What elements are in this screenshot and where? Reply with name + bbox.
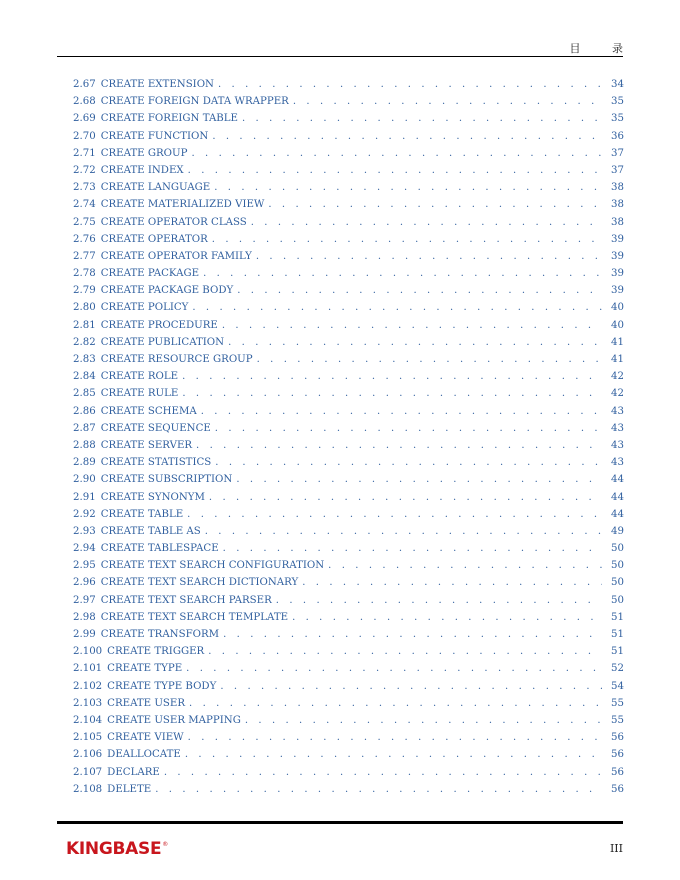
toc-entry-title[interactable]: CREATE OPERATOR (100, 233, 208, 245)
toc-entry-number: 2.98 (73, 611, 96, 623)
toc-entry-title[interactable]: CREATE RULE (100, 388, 179, 400)
toc-entry-page[interactable]: 36 (611, 130, 624, 142)
toc-entry-page[interactable]: 41 (611, 336, 624, 348)
toc-entry-number: 2.69 (73, 113, 96, 125)
toc-entry-number: 2.96 (73, 577, 96, 589)
toc-entry[interactable] (73, 643, 624, 660)
toc-entry[interactable] (73, 368, 624, 385)
toc-entry[interactable] (73, 626, 624, 643)
toc-entry-title[interactable]: CREATE TRANSFORM (100, 629, 220, 640)
toc-dot-leader (182, 385, 602, 402)
toc-dot-leader (196, 437, 602, 454)
toc-entry-page[interactable]: 38 (611, 199, 624, 211)
toc-entry[interactable] (73, 162, 624, 179)
toc-entry-page[interactable]: 39 (611, 268, 624, 280)
toc-dot-leader (276, 592, 602, 609)
toc-entry-title[interactable]: CREATE POLICY (100, 302, 189, 314)
toc-entry[interactable] (73, 660, 624, 677)
toc-dot-leader (164, 764, 602, 781)
toc-entry-page[interactable]: 39 (611, 233, 624, 245)
toc-dot-leader (222, 317, 602, 334)
toc-entry-number: 2.108 (73, 783, 103, 795)
toc-entry-page[interactable]: 43 (611, 422, 624, 434)
toc-entry[interactable] (73, 76, 624, 93)
toc-dot-leader (191, 145, 602, 162)
toc-dot-leader (328, 557, 602, 574)
toc-entry-number: 2.97 (73, 594, 96, 606)
toc-entry-number: 2.75 (73, 216, 96, 228)
toc-entry-page[interactable]: 56 (611, 783, 624, 795)
toc-entry-title[interactable]: CREATE TEXT SEARCH DICTIONARY (100, 577, 299, 589)
toc-entry-title[interactable]: CREATE ROLE (100, 371, 179, 383)
toc-entry-number: 2.73 (73, 182, 96, 194)
toc-entry-page[interactable]: 51 (611, 629, 624, 640)
toc-entry-title[interactable]: CREATE TEXT SEARCH PARSER (100, 594, 272, 606)
toc-dot-leader (212, 231, 602, 248)
toc-entry[interactable] (73, 403, 624, 420)
toc-entry-title[interactable]: CREATE GROUP (100, 147, 188, 159)
toc-entry-number: 2.86 (73, 405, 96, 417)
toc-entry-title[interactable]: CREATE SYNONYM (100, 491, 205, 503)
toc-entry-page[interactable]: 50 (611, 594, 624, 606)
toc-entry-number: 2.87 (73, 422, 96, 434)
toc-entry[interactable] (73, 145, 624, 162)
toc-dot-leader (242, 110, 602, 127)
toc-entry[interactable] (73, 471, 624, 488)
toc-entry[interactable] (73, 128, 624, 145)
toc-entry-title[interactable]: CREATE PUBLICATION (100, 336, 225, 348)
toc-entry-number: 2.79 (73, 285, 96, 297)
toc-entry[interactable] (73, 781, 624, 798)
toc-dot-leader (256, 248, 602, 265)
toc-entry-page[interactable]: 39 (611, 250, 624, 262)
toc-entry-page[interactable]: 56 (611, 732, 624, 744)
toc-entry-title[interactable]: CREATE OPERATOR FAMILY (100, 250, 252, 262)
toc-entry-title[interactable]: CREATE INDEX (100, 164, 184, 176)
toc-entry[interactable] (73, 695, 624, 712)
toc-entry-number: 2.89 (73, 457, 96, 469)
toc-entry-title[interactable]: CREATE FUNCTION (100, 130, 209, 142)
toc-entry-title[interactable]: CREATE VIEW (107, 732, 184, 744)
toc-dot-leader (188, 729, 602, 746)
toc-dot-leader (218, 76, 602, 93)
header-rule (57, 56, 623, 57)
toc-dot-leader (201, 403, 602, 420)
toc-entry-number: 2.93 (73, 525, 96, 537)
toc-dot-leader (236, 471, 602, 488)
toc-entry-title[interactable]: CREATE TRIGGER (107, 646, 205, 658)
toc-dot-leader (237, 282, 602, 299)
toc-entry[interactable] (73, 231, 624, 248)
toc-entry[interactable] (73, 712, 624, 729)
toc-entry-number: 2.92 (73, 508, 96, 520)
toc-entry-page[interactable]: 40 (611, 319, 624, 331)
toc-dot-leader (214, 179, 602, 196)
toc-dot-leader (215, 454, 602, 471)
toc-dot-leader (192, 299, 602, 316)
toc-entry-number: 2.90 (73, 474, 96, 486)
toc-dot-leader (215, 420, 602, 437)
registered-mark: ® (162, 841, 169, 848)
toc-dot-leader (251, 214, 602, 231)
toc-dot-leader (182, 368, 602, 385)
toc-entry-title[interactable]: CREATE STATISTICS (100, 457, 212, 469)
toc-dot-leader (155, 781, 602, 798)
toc-entry-page[interactable]: 54 (611, 680, 624, 692)
toc-entry-page[interactable]: 56 (611, 766, 624, 778)
toc-entry-number: 2.104 (73, 714, 103, 726)
toc-entry-page[interactable]: 39 (611, 285, 624, 297)
toc-entry-title[interactable]: CREATE PROCEDURE (100, 319, 218, 331)
toc-entry-page[interactable]: 41 (611, 354, 624, 365)
toc-entry-title[interactable]: CREATE EXTENSION (100, 79, 214, 90)
toc-entry-title[interactable]: CREATE USER MAPPING (107, 714, 241, 726)
toc-dot-leader (187, 506, 602, 523)
toc-entry-title[interactable]: CREATE MATERIALIZED VIEW (100, 199, 265, 211)
toc-entry-title[interactable]: CREATE TYPE BODY (107, 680, 217, 692)
toc-entry-title[interactable]: CREATE TYPE (107, 663, 183, 675)
toc-entry-page[interactable]: 43 (611, 457, 624, 469)
toc-entry[interactable] (73, 179, 624, 196)
toc-entry-number: 2.102 (73, 680, 103, 692)
toc-entry-page[interactable]: 43 (611, 439, 624, 451)
toc-dot-leader (188, 162, 602, 179)
toc-dot-leader (189, 695, 602, 712)
logo-text: KINGBASE (66, 839, 162, 859)
toc-entry-number: 2.80 (73, 302, 96, 314)
toc-entry-number: 2.103 (73, 697, 103, 709)
kingbase-logo (66, 838, 168, 860)
toc-dot-leader (257, 351, 602, 368)
toc-dot-leader (223, 626, 602, 643)
toc-entry-page[interactable]: 56 (611, 749, 624, 761)
toc-entry[interactable] (73, 523, 624, 540)
toc-entry[interactable] (73, 248, 624, 265)
toc-entry[interactable] (73, 746, 624, 763)
toc-entry-title[interactable]: DECLARE (107, 766, 160, 778)
toc-entry-title[interactable]: CREATE PACKAGE BODY (100, 285, 234, 297)
toc-entry[interactable] (73, 678, 624, 695)
toc-entry[interactable] (73, 196, 624, 213)
toc-entry-number: 2.85 (73, 388, 96, 400)
toc-entry-number: 2.84 (73, 371, 96, 383)
toc-entry-number: 2.107 (73, 766, 103, 778)
toc-entry-title[interactable]: DEALLOCATE (107, 749, 181, 761)
toc-entry-number: 2.91 (73, 491, 96, 503)
toc-entry-title[interactable]: CREATE SERVER (100, 439, 193, 451)
toc-entry-number: 2.76 (73, 233, 96, 245)
toc-entry-page[interactable]: 38 (611, 182, 624, 194)
toc-entry[interactable] (73, 351, 624, 368)
toc-dot-leader (186, 660, 602, 677)
toc-entry-page[interactable]: 52 (611, 663, 624, 675)
toc-entry-page[interactable]: 55 (611, 697, 624, 709)
toc-entry-number: 2.72 (73, 164, 96, 176)
toc-entry[interactable] (73, 454, 624, 471)
toc-dot-leader (228, 334, 602, 351)
toc-entry-page[interactable]: 51 (611, 611, 624, 623)
toc-entry[interactable] (73, 282, 624, 299)
toc-entry-page[interactable]: 42 (611, 388, 624, 400)
toc-dot-leader (293, 93, 602, 110)
toc-entry-page[interactable]: 35 (611, 96, 624, 108)
toc-entry-number: 2.67 (73, 79, 96, 90)
page-number: III (609, 842, 623, 855)
toc-entry[interactable] (73, 574, 624, 591)
toc-entry-title[interactable]: CREATE LANGUAGE (100, 182, 211, 194)
toc-entry-number: 2.81 (73, 319, 96, 331)
toc-entry[interactable] (73, 764, 624, 781)
toc-entry-page[interactable]: 42 (611, 371, 624, 383)
toc-entry[interactable] (73, 317, 624, 334)
toc-entry[interactable] (73, 506, 624, 523)
toc-entry[interactable] (73, 385, 624, 402)
table-of-contents (73, 76, 624, 798)
toc-entry-page[interactable]: 43 (611, 405, 624, 417)
toc-entry-page[interactable]: 38 (611, 216, 624, 228)
toc-entry-title[interactable]: CREATE OPERATOR CLASS (100, 216, 247, 228)
toc-entry-page[interactable]: 40 (611, 302, 624, 314)
toc-entry-page[interactable]: 50 (611, 543, 624, 555)
toc-dot-leader (220, 678, 602, 695)
toc-entry[interactable] (73, 265, 624, 282)
toc-dot-leader (268, 196, 602, 213)
toc-entry-page[interactable]: 44 (611, 491, 624, 503)
toc-dot-leader (205, 523, 602, 540)
toc-entry-title[interactable]: CREATE TABLESPACE (100, 543, 219, 555)
toc-entry-page[interactable]: 51 (611, 646, 624, 658)
toc-dot-leader (223, 540, 602, 557)
toc-entry[interactable] (73, 489, 624, 506)
toc-entry-number: 2.95 (73, 560, 96, 572)
toc-entry[interactable] (73, 540, 624, 557)
toc-entry-number: 2.83 (73, 354, 96, 365)
toc-entry-number: 2.101 (73, 663, 103, 675)
toc-entry-number: 2.70 (73, 130, 96, 142)
toc-dot-leader (302, 574, 602, 591)
toc-entry-number: 2.68 (73, 96, 96, 108)
toc-entry-number: 2.94 (73, 543, 96, 555)
toc-dot-leader (209, 489, 602, 506)
toc-entry-title[interactable]: CREATE SCHEMA (100, 405, 197, 417)
toc-entry-number: 2.77 (73, 250, 96, 262)
toc-entry-title[interactable]: CREATE TEXT SEARCH CONFIGURATION (100, 560, 325, 572)
toc-entry[interactable] (73, 110, 624, 127)
toc-entry[interactable] (73, 299, 624, 316)
toc-entry-page[interactable]: 34 (611, 79, 624, 90)
toc-dot-leader (292, 609, 602, 626)
toc-entry-page[interactable]: 44 (611, 508, 624, 520)
toc-entry-title[interactable]: CREATE TEXT SEARCH TEMPLATE (100, 611, 289, 623)
toc-entry-title[interactable]: CREATE SEQUENCE (100, 422, 211, 434)
toc-entry-page[interactable]: 50 (611, 577, 624, 589)
toc-entry-number: 2.105 (73, 732, 103, 744)
footer-rule (57, 821, 623, 824)
toc-entry-page[interactable]: 35 (611, 113, 624, 125)
toc-entry-number: 2.71 (73, 147, 96, 159)
toc-entry-page[interactable]: 49 (611, 525, 624, 537)
toc-entry-title[interactable]: CREATE FOREIGN DATA WRAPPER (100, 96, 289, 108)
toc-entry-title[interactable]: CREATE RESOURCE GROUP (100, 354, 253, 365)
toc-entry-page[interactable]: 37 (611, 164, 624, 176)
toc-entry-number: 2.88 (73, 439, 96, 451)
header-title: 目 录 (569, 42, 637, 55)
toc-entry[interactable] (73, 93, 624, 110)
toc-entry-page[interactable]: 50 (611, 560, 624, 572)
toc-entry[interactable] (73, 557, 624, 574)
toc-dot-leader (203, 265, 602, 282)
toc-entry[interactable] (73, 609, 624, 626)
toc-dot-leader (245, 712, 602, 729)
toc-entry-number: 2.74 (73, 199, 96, 211)
toc-dot-leader (185, 746, 602, 763)
toc-entry[interactable] (73, 592, 624, 609)
toc-entry[interactable] (73, 437, 624, 454)
toc-entry-page[interactable]: 44 (611, 474, 624, 486)
toc-dot-leader (208, 643, 602, 660)
toc-entry-number: 2.82 (73, 336, 96, 348)
toc-entry-title[interactable]: CREATE PACKAGE (100, 268, 200, 280)
toc-entry-number: 2.100 (73, 646, 103, 658)
toc-entry[interactable] (73, 729, 624, 746)
toc-entry-title[interactable]: CREATE SUBSCRIPTION (100, 474, 233, 486)
toc-entry-page[interactable]: 55 (611, 714, 624, 726)
toc-entry-number: 2.106 (73, 749, 103, 761)
toc-entry-title[interactable]: CREATE TABLE AS (100, 525, 201, 537)
toc-entry-title[interactable]: CREATE TABLE (100, 508, 184, 520)
toc-entry-page[interactable]: 37 (611, 147, 624, 159)
toc-entry-title[interactable]: CREATE FOREIGN TABLE (100, 113, 238, 125)
toc-entry-number: 2.78 (73, 268, 96, 280)
toc-entry-number: 2.99 (73, 629, 96, 640)
toc-entry[interactable] (73, 420, 624, 437)
toc-entry[interactable] (73, 214, 624, 231)
toc-dot-leader (212, 128, 602, 145)
toc-entry-title[interactable]: CREATE USER (107, 697, 186, 709)
toc-entry-title[interactable]: DELETE (107, 783, 152, 795)
toc-entry[interactable] (73, 334, 624, 351)
